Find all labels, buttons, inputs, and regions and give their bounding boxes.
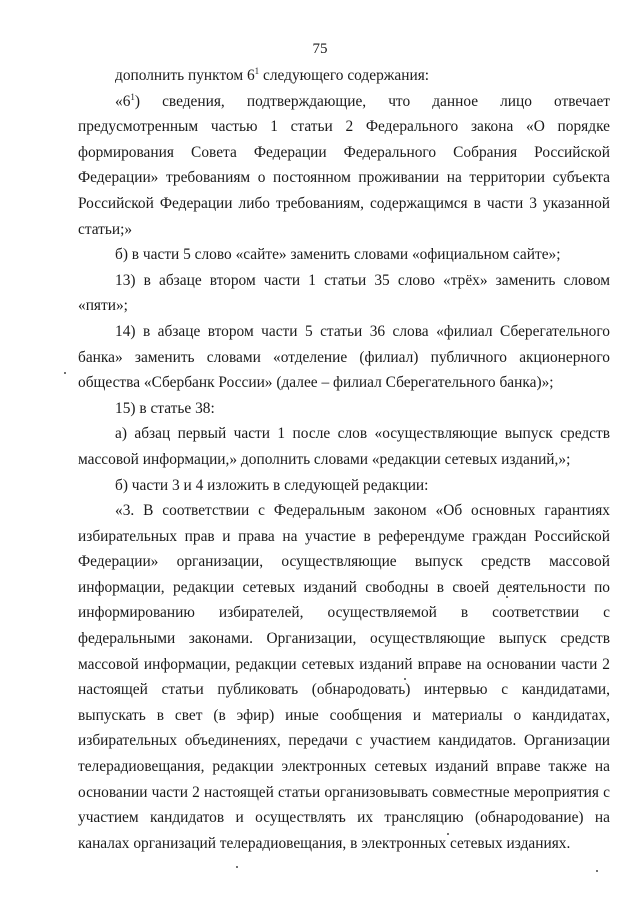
scan-speck [506, 596, 508, 598]
scan-speck [404, 678, 406, 680]
paragraph-part-3: «3. В соответствии с Федеральным законом «Об основных гарантиях избирательных прав и права на участие в референдуме граждан Российской Федерации» организации, осуществляющие выпуск средств массовой информации, редакции сетевых изданий свободны в своей деятельности по информированию избирателей, осуществляемой в соответствии с федеральными законами. Организации, осуществляющие выпуск средств массовой информации, редакции сетевых изданий вправе на основании части 2 настоящей статьи публиковать (обнародовать) интервью с кандидатами, выпускать в свет (в эфир) иные сообщения и материалы о кандидатах, избирательных объединениях, передачи с участием кандидатов. Организации телерадиовещания, редакции электронных сетевых изданий вправе также на основании части 2 настоящей статьи организовывать совместные мероприятия с участием кандидатов и осуществлять их трансляцию (обнародование) на каналах организаций телерадиовещания, в электронных сетевых изданиях. [78, 502, 610, 852]
paragraph-text: дополнить пунктом 6 [115, 67, 255, 84]
scan-speck [64, 372, 66, 374]
scan-speck [236, 866, 238, 868]
paragraph-item-15: 15) в статье 38: [115, 399, 215, 417]
paragraph-point-6-1 [78, 89, 610, 243]
paragraph-add-point [78, 63, 610, 89]
paragraph-text-continued: следующего содержания: [259, 67, 430, 84]
paragraph-item-b-site: б) в части 5 слово «сайте» заменить словами «официальном сайте»; [115, 246, 561, 264]
document-body [78, 63, 610, 856]
paragraph-text: «6 [115, 92, 131, 110]
scan-speck [447, 833, 449, 835]
paragraph-item-a: а) абзац первый части 1 после слов «осуществляющие выпуск средств массовой информации,» дополнить словами «редакции сетевых изданий,»; [78, 425, 610, 468]
paragraph-item-13: 13) в абзаце втором части 1 статьи 35 слово «трёх» заменить словом «пяти»; [78, 271, 610, 315]
scan-speck [596, 870, 598, 872]
superscript: 1 [130, 91, 135, 102]
paragraph-item-b-parts: б) части 3 и 4 изложить в следующей редакции: [115, 476, 429, 494]
superscript: 1 [254, 65, 260, 76]
paragraph-item-14: 14) в абзаце втором части 5 статьи 36 слова «филиал Сберегательного банка» заменить словами «отделение (филиал) публичного акционерного общества «Сбербанк России» (далее – филиал Сберегательного банка)»; [78, 322, 610, 392]
paragraph-text-continued: ) сведения, подтверждающие, что данное лицо отвечает предусмотренным частью 1 статьи 2 Федерального закона «О порядке формирования Совета Федерации Федерального Собрания Российской Федерации» требованиям о постоянном проживании на территории субъекта Российской Федерации либо требованиям, содержащимся в части 3 указанной статьи;» [78, 92, 610, 238]
page-number: 75 [312, 41, 328, 57]
